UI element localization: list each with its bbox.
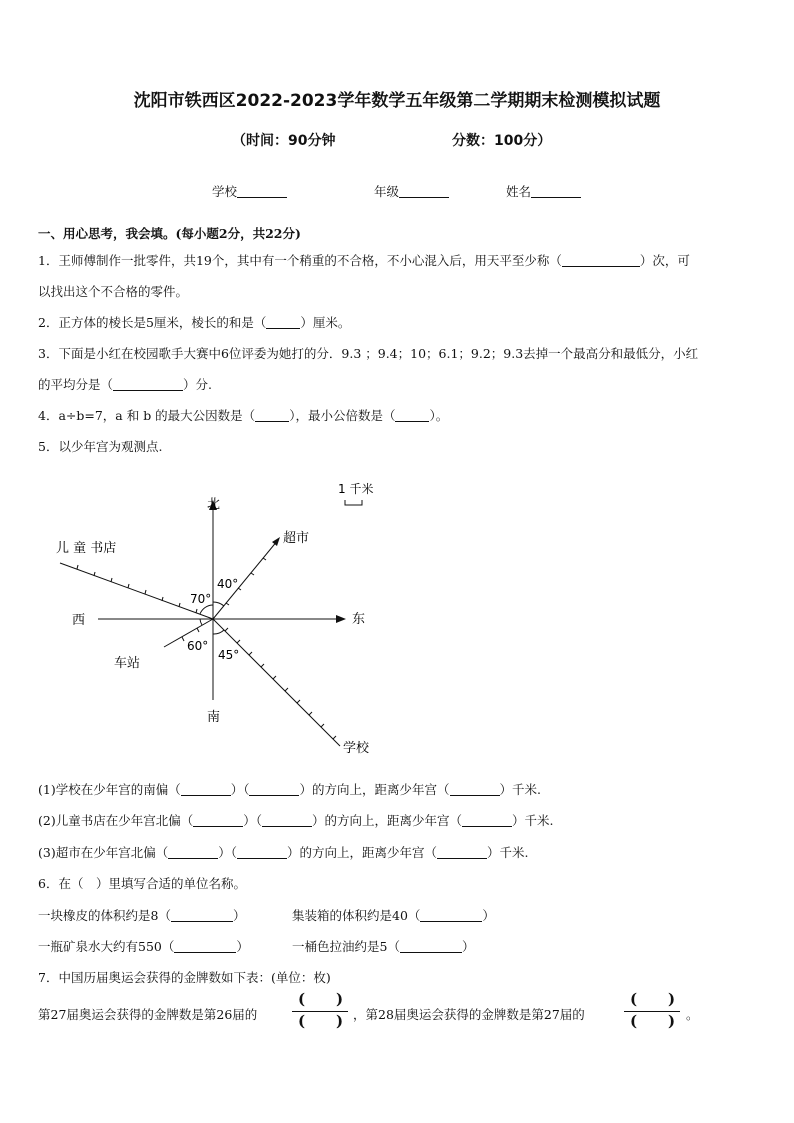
frac1-den-close: ) [336,1012,344,1030]
q1-text-b: ）次，可 [639,253,690,268]
school-label: 学校 [343,741,370,756]
q5-2-text-a: (2)儿童书店在少年宫北偏（ [38,813,194,828]
supermarket-arrow [272,537,280,546]
frac2-num-close: ) [668,990,676,1008]
east-label: 东 [352,612,366,627]
question-6-c [38,937,249,955]
frac1-num-close: ) [336,990,344,1008]
q1-text-a: 1．王师傅制作一批零件，共19个，其中有一个稍重的不合格，不小心混入后，用天平至少称（ [38,253,562,268]
q3-blank[interactable] [113,377,183,391]
angle-45-label: 45° [218,648,240,662]
frac2-den-open: ( [630,1012,638,1030]
q4-text-b: ），最小公倍数是（ [289,408,396,423]
q5-2-blank-1[interactable] [193,813,243,827]
question-6-intro: 6．在（ ）里填写合适的单位名称。 [38,876,246,891]
q5-2-text-d: ）千米. [512,813,554,828]
direction-map [40,470,400,765]
question-7-text-a: 第27届奥运会获得的金牌数是第26届的 [38,1007,258,1022]
q2-text-a: 2．正方体的棱长是5厘米，棱长的和是（ [38,315,267,330]
question-7-text-b: ，第28届奥运会获得的金牌数是第27届的 [353,1007,585,1022]
q6-a-text: 一块橡皮的体积约是8（ [38,908,171,923]
question-6-a [38,906,245,924]
west-label: 西 [72,613,86,628]
angle-arc-70 [200,605,213,614]
q6-b-blank[interactable] [420,908,482,922]
scale-label: 1 千米 [338,482,374,496]
q5-3-blank-1[interactable] [168,845,218,859]
q5-2-text-c: ）的方向上，距离少年宫（ [311,813,462,828]
q6-c-blank[interactable] [174,939,236,953]
q5-2-text-b: ）（ [243,813,262,828]
question-5-3 [38,843,528,861]
frac2-num-open: ( [630,990,638,1008]
q4-text-a: 4．a÷b=7，a 和 b 的最大公因数是（ [38,408,256,423]
q1-blank[interactable] [562,253,640,267]
q5-3-text-b: ）（ [218,845,237,860]
q4-text-c: ）。 [429,408,449,423]
q6-b-text: 集装箱的体积约是40（ [292,908,421,923]
bookstore-line [60,563,213,619]
school-label: 学校 [212,184,238,199]
east-arrow [336,615,346,623]
q6-d-text: 一桶色拉油约是5（ [292,939,400,954]
grade-label: 年级 [374,184,400,199]
school-blank[interactable] [237,184,287,198]
q5-1-blank-2[interactable] [249,782,299,796]
q6-a-blank[interactable] [171,908,233,922]
name-blank[interactable] [531,184,581,198]
q5-1-text-c: ）的方向上，距离少年宫（ [299,782,450,797]
q6-d-blank[interactable] [400,939,462,953]
q4-blank-lcm[interactable] [395,408,429,422]
frac1-num-open: ( [298,990,306,1008]
supermarket-label: 超市 [283,531,310,546]
q5-3-text-a: (3)超市在少年宫北偏（ [38,845,169,860]
south-label: 南 [207,710,221,725]
north-label: 北 [207,497,221,512]
question-7-end: 。 [686,1007,699,1022]
q2-blank[interactable] [266,315,300,329]
frac1-den-open: ( [298,1012,306,1030]
school-field[interactable] [212,182,287,200]
q5-2-blank-2[interactable] [262,813,312,827]
q5-2-blank-3[interactable] [462,813,512,827]
q5-1-blank-1[interactable] [181,782,231,796]
school-ticks [225,628,336,739]
time-label: （时间：90分钟 [232,133,336,149]
scale-bar [345,500,362,505]
q5-3-text-d: ）千米. [487,845,529,860]
question-5-1 [38,780,541,798]
q5-1-text-b: ）（ [230,782,250,797]
q4-blank-gcd[interactable] [255,408,289,422]
score-label: 分数：100分） [452,133,552,149]
bookstore-label: 儿 童 书店 [56,541,117,556]
question-5-intro: 5．以少年宫为观测点. [38,439,163,454]
section-heading: 一、用心思考，我会填。(每小题2分，共22分) [38,226,301,241]
bookstore-ticks [77,565,197,613]
question-1-line-2: 以找出这个不合格的零件。 [38,284,189,299]
q6-b-close: ） [482,908,495,923]
question-1-line-1 [38,251,690,269]
page-title: 沈阳市铁西区2022-2023学年数学五年级第二学期期末检测模拟试题 [133,91,661,111]
q5-3-text-c: ）的方向上，距离少年宫（ [286,845,437,860]
grade-field[interactable] [374,182,449,200]
question-5-2 [38,811,553,829]
angle-arc-60 [200,619,202,625]
angle-arc-45 [213,630,224,634]
q5-1-text-d: ）千米. [499,782,541,797]
question-3-line-1: 3．下面是小红在校园歌手大赛中6位评委为她打的分．9.3 ；9.4；10；6.1；9.2；9.3去掉一个最高分和最低分，小红 [38,346,699,361]
question-4 [38,406,448,424]
question-2 [38,313,350,331]
angle-arc-40 [213,602,224,606]
angle-40-label: 40° [217,577,239,591]
grade-blank[interactable] [399,184,449,198]
name-label: 姓名 [506,184,532,199]
q3-text-b: ）分. [183,377,212,392]
q3-text-a: 的平均分是（ [38,377,114,392]
q6-d-close: ） [461,939,475,954]
q5-1-text-a: (1)学校在少年宫的南偏（ [38,782,181,797]
station-label: 车站 [114,656,141,671]
q5-3-blank-2[interactable] [237,845,287,859]
question-7-intro: 7．中国历届奥运会获得的金牌数如下表：(单位：枚) [38,970,331,985]
fraction-blank-1[interactable] [290,990,350,1030]
q5-3-blank-3[interactable] [437,845,487,859]
fraction-blank-2[interactable] [622,990,682,1030]
q5-1-blank-3[interactable] [450,782,500,796]
name-field[interactable] [506,182,581,200]
frac2-den-close: ) [668,1012,676,1030]
question-6-b [292,906,495,924]
q6-c-close: ） [236,939,249,954]
angle-70-label: 70° [190,592,212,606]
q2-text-b: ）厘米。 [300,315,351,330]
question-6-d [292,937,474,955]
q6-a-close: ） [232,908,246,923]
q6-c-text: 一瓶矿泉水大约有550（ [38,939,175,954]
question-3-line-2 [38,375,212,393]
angle-60-label: 60° [187,639,209,653]
